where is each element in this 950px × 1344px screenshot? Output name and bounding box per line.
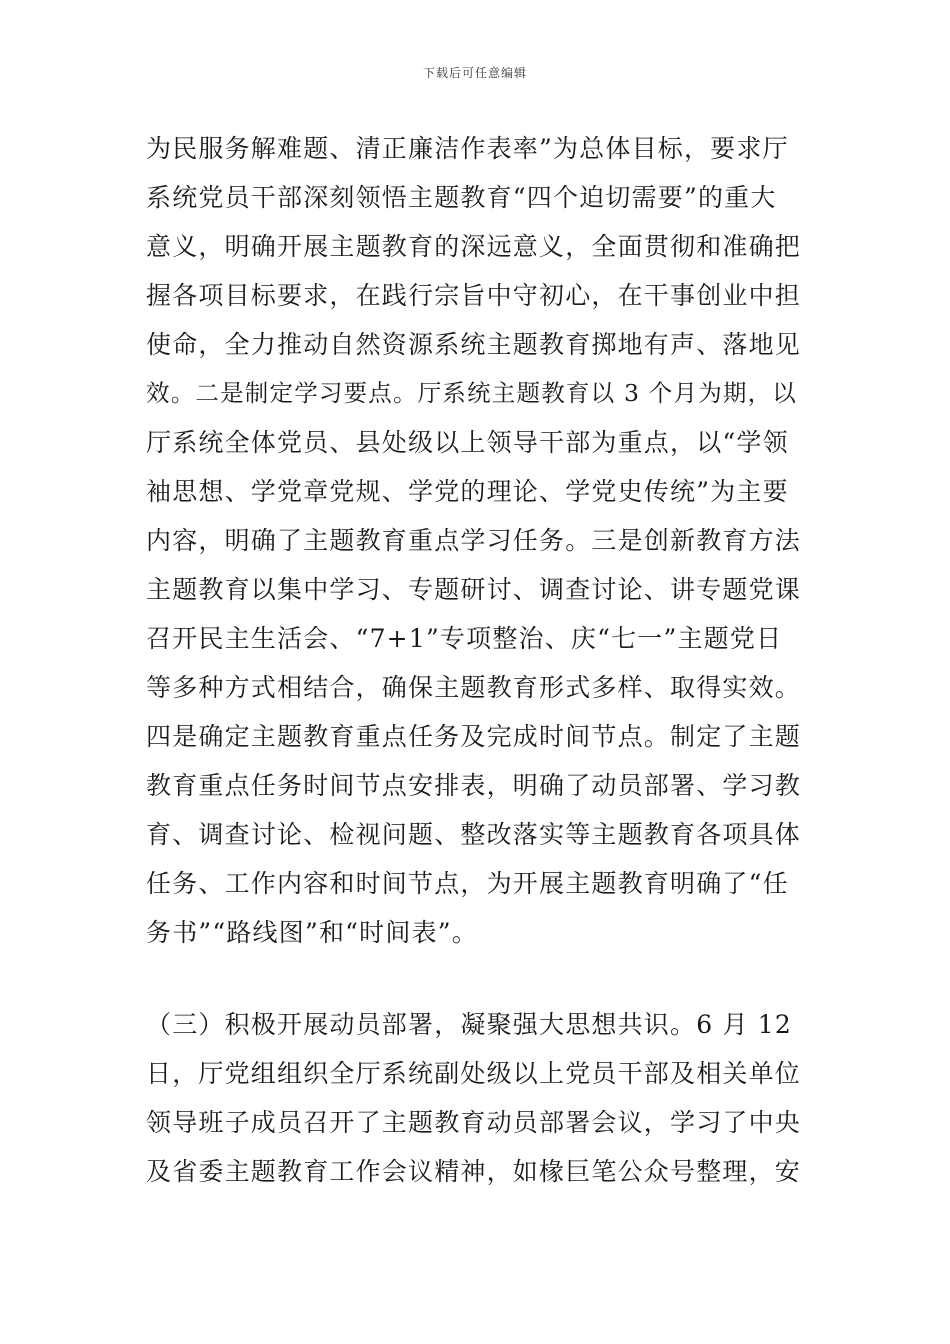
text-line: 四是确定主题教育重点任务及完成时间节点。制定了主题 [146, 722, 802, 751]
page-header: 下载后可任意编辑 [422, 66, 527, 80]
text-line: 效。二是制定学习要点。厅系统主题教育以 3 个月为期，以 [146, 379, 797, 407]
text-line: 教育重点任务时间节点安排表，明确了动员部署、学习教 [146, 771, 802, 800]
text-line: 系统党员干部深刻领悟主题教育“四个迫切需要”的重大 [146, 183, 777, 212]
text-line: 育、调查讨论、检视问题、整改落实等主题教育各项具体 [146, 820, 802, 849]
text-line: 袖思想、学党章党规、学党的理论、学党史传统”为主要 [146, 477, 789, 506]
text-line: 主题教育以集中学习、专题研讨、调查讨论、讲专题党课 [146, 575, 802, 604]
paragraph-mobilization [146, 1000, 806, 1196]
text-line: 为民服务解难题、清正廉洁作表率”为总体目标，要求厅 [146, 134, 789, 163]
text-line: （三）积极开展动员部署，凝聚强大思想共识。6 月 12 [146, 1010, 793, 1039]
text-line: 日，厅党组组织全厅系统副处级以上党员干部及相关单位 [146, 1059, 802, 1088]
text-line: 使命，全力推动自然资源系统主题教育掷地有声、落地见 [146, 330, 802, 359]
text-line: 握各项目标要求，在践行宗旨中守初心，在干事创业中担 [146, 281, 802, 310]
text-line: 意义，明确开展主题教育的深远意义，全面贯彻和准确把 [146, 232, 802, 261]
text-line: 等多种方式相结合，确保主题教育形式多样、取得实效。 [146, 673, 802, 702]
text-line: 任务、工作内容和时间节点，为开展主题教育明确了“任 [146, 869, 789, 898]
text-line: 召开民主生活会、“7+1”专项整治、庆“七一”主题党日 [146, 624, 783, 653]
text-line: 及省委主题教育工作会议精神，如椽巨笔公众号整理，安 [146, 1157, 802, 1186]
text-line: 务书”“路线图”和“时间表”。 [146, 918, 478, 947]
text-line: 厅系统全体党员、县处级以上领导干部为重点，以“学领 [146, 428, 789, 457]
text-line: 领导班子成员召开了主题教育动员部署会议，学习了中央 [146, 1108, 802, 1137]
paragraph-goals [146, 124, 806, 957]
text-line: 内容，明确了主题教育重点学习任务。三是创新教育方法 [146, 526, 802, 555]
